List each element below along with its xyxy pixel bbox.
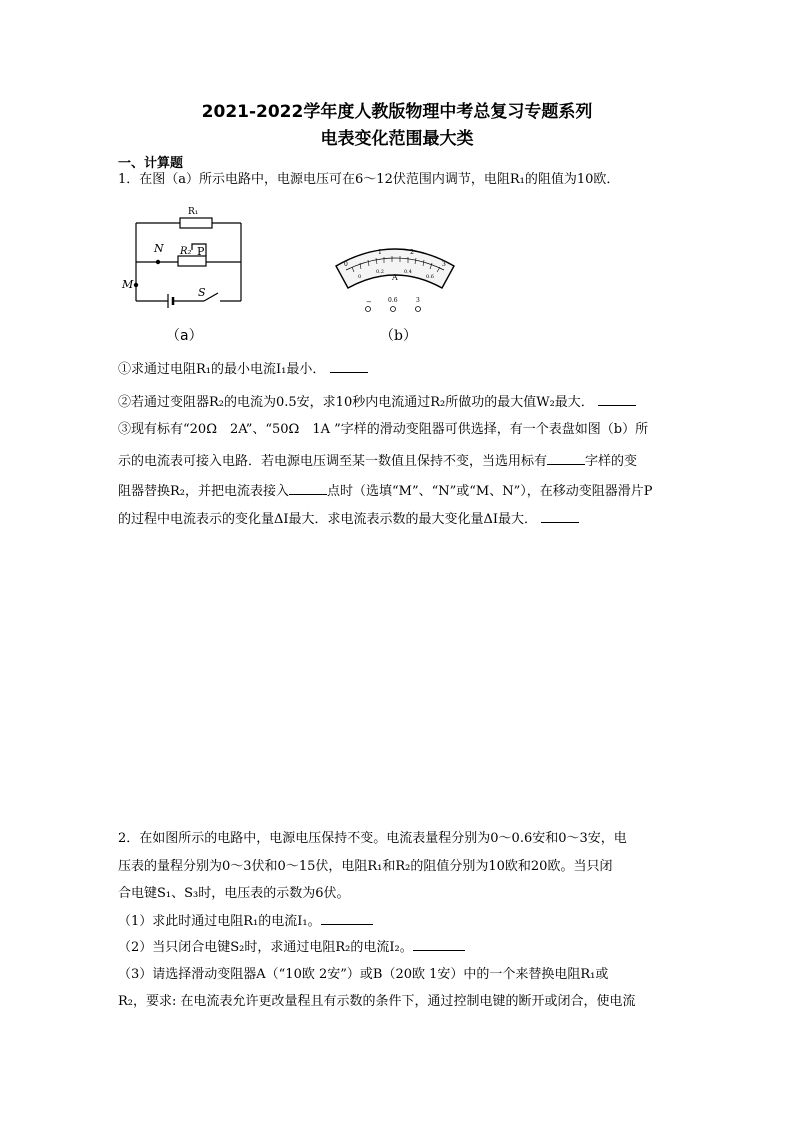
document-title-line2: 电表变化范围最大类 <box>320 129 474 149</box>
bottom-scale-1: 0.2 <box>376 269 384 275</box>
answer-blank <box>413 938 465 951</box>
q2-line1: 2．在如图所示的电路中，电源电压保持不变。电流表量程分别为0～0.6安和0～3安，电 <box>118 831 627 846</box>
answer-blank <box>598 393 636 406</box>
top-scale-0: 0 <box>344 261 348 268</box>
q2-line3: 合电键S₁、S₃时，电压表的示数为6伏。 <box>118 886 350 901</box>
node-m <box>134 283 138 287</box>
label-r2: R₂ <box>180 246 192 257</box>
label-m: M <box>122 278 134 291</box>
caption-b: （b） <box>380 328 417 344</box>
ammeter-dial-b <box>330 238 460 350</box>
terminal-3: 3 <box>416 297 420 304</box>
section-heading: 一、计算题 <box>118 156 184 171</box>
resistor-r1 <box>180 218 212 228</box>
label-r1: R₁ <box>188 207 199 217</box>
q1-part3-line4: 的过程中电流表示的变化量ΔI最大．求电流表示数的最大变化量ΔI最大． <box>118 510 579 529</box>
q1-part3-line1: ③现有标有“20Ω 2A”、“50Ω 1A ”字样的滑动变阻器可供选择，有一个表盘如图（b）所 <box>118 422 649 437</box>
terminal-0-6: 0.6 <box>388 297 398 304</box>
circuit-diagram-a <box>118 200 258 350</box>
bottom-scale-0: 0 <box>358 274 362 280</box>
q2-part3-line1: （3）请选择滑动变阻器A（“10欧 2安”）或B（20欧 1安）中的一个来替换电阻R₁或 <box>118 967 609 982</box>
top-scale-1: 1 <box>378 249 382 256</box>
q1-intro: 1．在图（a）所示电路中，电源电压可在6～12伏范围内调节，电阻R₁的阻值为10欧． <box>118 172 620 187</box>
bottom-scale-2: 0.4 <box>404 269 412 275</box>
q2-part1: （1）求此时通过电阻R₁的电流I₁。 <box>118 912 373 931</box>
q2-part3-line2: R₂，要求: 在电流表允许更改量程且有示数的条件下，通过控制电键的断开或闭合，使电流 <box>118 994 636 1009</box>
meter-unit: A <box>392 273 398 282</box>
answer-blank <box>547 452 585 465</box>
q2-line2: 压表的量程分别为0～3伏和0～15伏，电阻R₁和R₂的阻值分别为10欧和20欧。当只闭 <box>118 859 613 874</box>
answer-blank <box>289 482 327 495</box>
document-title-line1: 2021-2022学年度人教版物理中考总复习专题系列 <box>201 102 593 122</box>
answer-blank <box>541 510 579 523</box>
q1-part2: ②若通过变阻器R₂的电流为0.5安，求10秒内电流通过R₂所做功的最大值W₂最大． <box>118 393 636 412</box>
caption-a: （a） <box>166 328 203 344</box>
q2-part2: （2）当只闭合电键S₂时，求通过电阻R₂的电流I₂。 <box>118 938 465 957</box>
top-scale-3: 3 <box>442 261 446 268</box>
q1-part1: ①求通过电阻R₁的最小电流I₁最小． <box>118 360 368 379</box>
top-scale-2: 2 <box>410 249 414 256</box>
label-n: N <box>154 242 164 255</box>
bottom-scale-3: 0.6 <box>426 274 434 280</box>
q1-part3-line2: 示的电流表可接入电路．若电源电压调至某一数值且保持不变，当选用标有 字样的变 <box>118 454 638 469</box>
q1-part3-line3: 阻器替换R₂，并把电流表接入 点时（选填“M”、“N”或“M、N”），在移动变阻器滑片P <box>118 484 653 499</box>
terminal-neg: − <box>366 298 372 306</box>
answer-blank <box>330 360 368 373</box>
label-p: P <box>197 245 205 258</box>
label-s: S <box>198 286 206 299</box>
node-n <box>156 260 160 264</box>
answer-blank <box>321 912 373 925</box>
